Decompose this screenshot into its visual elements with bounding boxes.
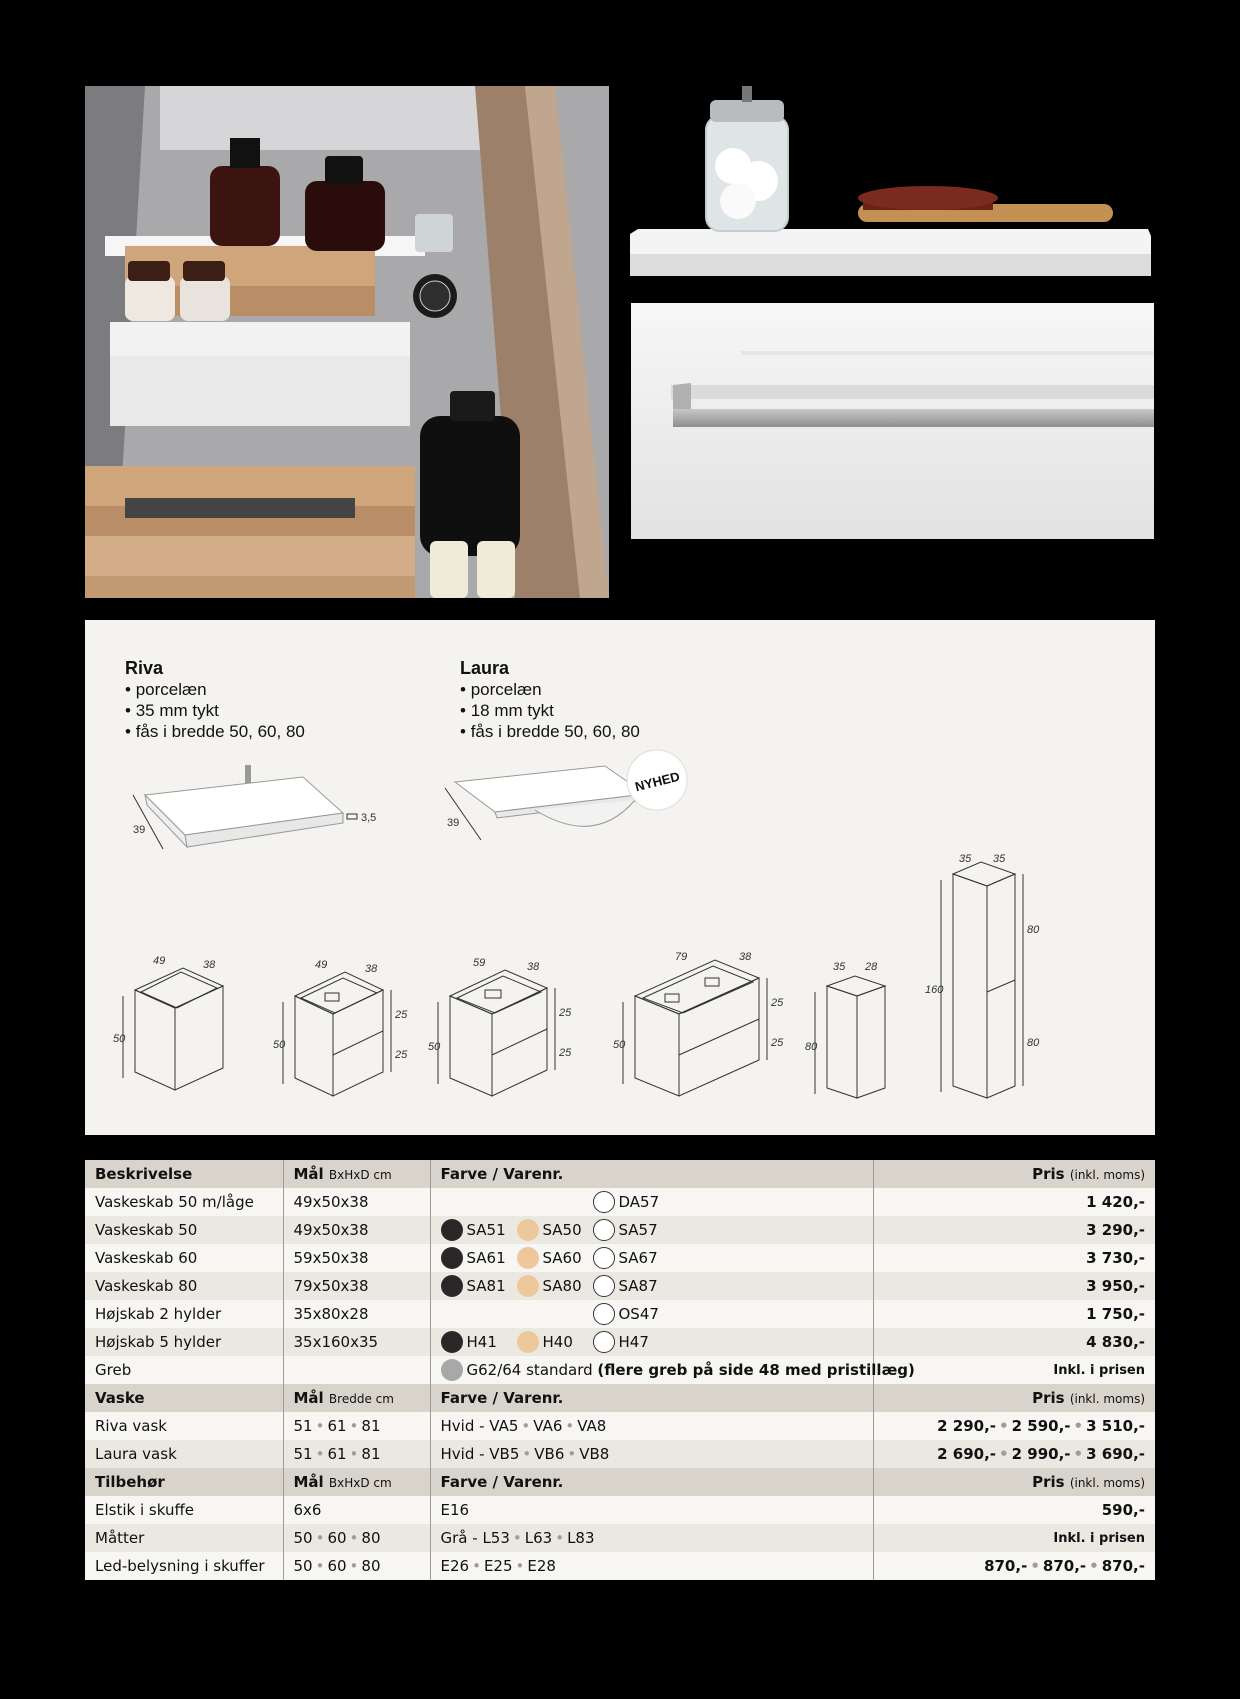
row-size <box>283 1412 430 1440</box>
cab6-depth: 35 <box>993 853 1006 865</box>
row-price <box>873 1552 1155 1580</box>
laura-sink-drawing <box>445 752 705 867</box>
variant-code: SA61 <box>466 1249 506 1267</box>
row-size <box>283 1524 430 1552</box>
price-part: 2 990,- <box>1011 1445 1071 1463</box>
laura-title: Laura <box>460 658 510 678</box>
riva-spec-item: • fås i bredde 50, 60, 80 <box>125 721 305 742</box>
cab3-width: 59 <box>473 957 486 969</box>
separator-dot: • <box>315 1445 325 1463</box>
drawer-interior-photo <box>85 86 609 598</box>
size-part: 60 <box>327 1557 347 1575</box>
size-part: 61 <box>327 1445 347 1463</box>
row-color <box>430 1412 873 1440</box>
variant-code: H41 <box>466 1333 497 1351</box>
header-description: Vaske <box>85 1384 283 1412</box>
variant-prefix: Hvid - <box>440 1417 490 1435</box>
row-description: Vaskeskab 80 <box>85 1272 283 1300</box>
swatch-slot <box>593 1247 669 1269</box>
row-description: Måtter <box>85 1524 283 1552</box>
grip-swatch-icon <box>441 1359 463 1381</box>
cab6-lower: 80 <box>1027 1037 1040 1049</box>
variant-part: VB6 <box>534 1445 565 1463</box>
white-swatch-icon <box>593 1303 615 1325</box>
header-size-unit: BxHxD cm <box>328 1168 392 1182</box>
drawer-handle-photo <box>631 303 1154 539</box>
size-part: 80 <box>361 1557 381 1575</box>
variant-part: VA5 <box>489 1417 519 1435</box>
row-size <box>283 1356 430 1384</box>
price-part: 3 690,- <box>1086 1445 1145 1463</box>
separator-dot: • <box>349 1557 359 1575</box>
separator-dot: • <box>349 1417 359 1435</box>
size-part: 81 <box>361 1417 381 1435</box>
separator-dot: • <box>315 1417 325 1435</box>
oak-swatch-icon <box>517 1247 539 1269</box>
row-price: 1 420,- <box>873 1188 1155 1216</box>
cab3-drawer-b: 25 <box>559 1047 572 1059</box>
row-price: 3 730,- <box>873 1244 1155 1272</box>
row-price: Inkl. i prisen <box>873 1356 1155 1384</box>
row-description: Vaskeskab 50 m/låge <box>85 1188 283 1216</box>
swatch-slot <box>593 1303 669 1325</box>
header-price <box>873 1160 1155 1188</box>
riva-spec-list <box>125 679 305 742</box>
row-description: Greb <box>85 1356 283 1384</box>
header-color: Farve / Varenr. <box>430 1384 873 1412</box>
row-price: 1 750,- <box>873 1300 1155 1328</box>
row-price: Inkl. i prisen <box>873 1524 1155 1552</box>
cab2-depth: 38 <box>365 963 378 975</box>
row-description: Riva vask <box>85 1412 283 1440</box>
row-size: 49x50x38 <box>283 1216 430 1244</box>
size-part: 51 <box>293 1445 313 1463</box>
table-row <box>85 1524 1155 1552</box>
table-row <box>85 1300 1155 1328</box>
row-size: 35x80x28 <box>283 1300 430 1328</box>
swatch-slot <box>517 1331 593 1353</box>
variant-part: VA8 <box>577 1417 607 1435</box>
variant-part: L63 <box>524 1529 553 1547</box>
price-part: 870,- <box>1042 1557 1087 1575</box>
separator-dot: • <box>999 1417 1009 1435</box>
separator-dot: • <box>515 1557 525 1575</box>
laura-spec-item: • 18 mm tykt <box>460 700 640 721</box>
row-price: 3 290,- <box>873 1216 1155 1244</box>
oak-swatch-icon <box>517 1275 539 1297</box>
row-price <box>873 1440 1155 1468</box>
separator-dot: • <box>567 1445 577 1463</box>
header-description: Tilbehør <box>85 1468 283 1496</box>
oak-swatch-icon <box>517 1331 539 1353</box>
cab1-width: 49 <box>153 955 166 967</box>
separator-dot: • <box>521 1417 531 1435</box>
cab2-drawer-b: 25 <box>395 1049 408 1061</box>
header-price-note: (inkl. moms) <box>1069 1392 1145 1406</box>
separator-dot: • <box>512 1529 522 1547</box>
separator-dot: • <box>1073 1417 1084 1435</box>
row-color <box>430 1216 873 1244</box>
table-row <box>85 1356 1155 1384</box>
header-size <box>283 1468 430 1496</box>
table-row <box>85 1188 1155 1216</box>
variant-part: E25 <box>483 1557 513 1575</box>
header-price-note: (inkl. moms) <box>1069 1476 1145 1490</box>
cab3-depth: 38 <box>527 961 540 973</box>
header-price <box>873 1384 1155 1412</box>
row-color <box>430 1524 873 1552</box>
variant-code: SA81 <box>466 1277 506 1295</box>
laura-spec-item: • fås i bredde 50, 60, 80 <box>460 721 640 742</box>
variant-part: VB8 <box>579 1445 610 1463</box>
nyhed-badge: NYHED <box>633 768 682 795</box>
cab1-depth: 38 <box>203 959 216 971</box>
variant-code: H40 <box>542 1333 573 1351</box>
price-table <box>85 1160 1155 1580</box>
cab5-width: 35 <box>833 961 846 973</box>
shelf-illustration <box>628 86 1153 286</box>
header-description: Beskrivelse <box>85 1160 283 1188</box>
table-row <box>85 1328 1155 1356</box>
riva-thickness-label: 3,5 <box>361 812 377 824</box>
cab1-height: 50 <box>113 1033 126 1045</box>
variant-prefix: Hvid - <box>440 1445 490 1463</box>
white-swatch-icon <box>593 1219 615 1241</box>
separator-dot: • <box>349 1529 359 1547</box>
variant-code: SA51 <box>466 1221 506 1239</box>
row-description: Elstik i skuffe <box>85 1496 283 1524</box>
separator-dot: • <box>1073 1445 1084 1463</box>
variant-code: SA87 <box>618 1277 658 1295</box>
row-size: 49x50x38 <box>283 1188 430 1216</box>
swatch-slot <box>517 1247 593 1269</box>
header-price-note: (inkl. moms) <box>1069 1168 1145 1182</box>
header-price-label: Pris <box>1032 1165 1070 1183</box>
variant-code: SA60 <box>542 1249 582 1267</box>
size-part: 60 <box>327 1529 347 1547</box>
cab4-drawer-b: 25 <box>771 1037 784 1049</box>
cab4-depth: 38 <box>739 951 752 963</box>
row-size: 79x50x38 <box>283 1272 430 1300</box>
separator-dot: • <box>472 1557 481 1575</box>
drawer-handle-illustration <box>631 303 1154 539</box>
header-price-label: Pris <box>1032 1389 1070 1407</box>
white-swatch-icon <box>593 1247 615 1269</box>
riva-title: Riva <box>125 658 164 678</box>
row-color <box>430 1244 873 1272</box>
riva-spec-item: • 35 mm tykt <box>125 700 305 721</box>
header-size-label: Mål <box>293 1389 329 1407</box>
row-price: 3 950,- <box>873 1272 1155 1300</box>
variant-part: VA6 <box>533 1417 563 1435</box>
separator-dot: • <box>565 1417 575 1435</box>
row-price: 4 830,- <box>873 1328 1155 1356</box>
shelf-photo <box>628 86 1153 286</box>
swatch-slot <box>593 1331 669 1353</box>
cab4-width: 79 <box>675 951 688 963</box>
variant-code: SA57 <box>618 1221 658 1239</box>
variant-code: SA80 <box>542 1277 582 1295</box>
swatch-slot <box>441 1275 517 1297</box>
header-size <box>283 1160 430 1188</box>
cab6-height: 160 <box>925 984 944 996</box>
header-color: Farve / Varenr. <box>430 1468 873 1496</box>
swatch-slot <box>517 1219 593 1241</box>
table-header-row <box>85 1160 1155 1188</box>
row-color <box>430 1328 873 1356</box>
separator-dot: • <box>555 1529 565 1547</box>
cab6-width: 35 <box>959 853 972 865</box>
variant-prefix: Grå - <box>440 1529 483 1547</box>
drawer-interior-illustration <box>85 86 609 598</box>
header-size-unit: BxHxD cm <box>328 1476 392 1490</box>
cab4-height: 50 <box>613 1039 626 1051</box>
riva-depth-label: 39 <box>133 824 146 836</box>
cabinet-drawings <box>113 853 1145 1128</box>
size-part: 50 <box>293 1529 313 1547</box>
header-size <box>283 1384 430 1412</box>
row-color <box>430 1300 873 1328</box>
cab5-depth: 28 <box>865 961 878 973</box>
laura-spec <box>460 658 640 742</box>
size-part: 50 <box>293 1557 313 1575</box>
row-description: Laura vask <box>85 1440 283 1468</box>
swatch-slot <box>593 1219 669 1241</box>
variant-part: E28 <box>527 1557 556 1575</box>
table-header-row <box>85 1384 1155 1412</box>
size-part: 61 <box>327 1417 347 1435</box>
row-description: Højskab 2 hylder <box>85 1300 283 1328</box>
separator-dot: • <box>315 1557 325 1575</box>
riva-spec-item: • porcelæn <box>125 679 305 700</box>
row-description: Led-belysning i skuffer <box>85 1552 283 1580</box>
separator-dot: • <box>349 1445 359 1463</box>
cab3-height: 50 <box>428 1041 441 1053</box>
separator-dot: • <box>999 1445 1009 1463</box>
swatch-slot <box>517 1275 593 1297</box>
variant-part: L53 <box>482 1529 510 1547</box>
separator-dot: • <box>1089 1557 1099 1575</box>
variant-code: OS47 <box>618 1305 659 1323</box>
size-part: 81 <box>361 1445 381 1463</box>
separator-dot: • <box>315 1529 325 1547</box>
swatch-slot <box>441 1247 517 1269</box>
dark-swatch-icon <box>441 1219 463 1241</box>
table-row <box>85 1440 1155 1468</box>
price-part: 870,- <box>984 1557 1028 1575</box>
header-color: Farve / Varenr. <box>430 1160 873 1188</box>
variant-part: VB5 <box>489 1445 520 1463</box>
variant-part: L83 <box>567 1529 595 1547</box>
row-color <box>430 1356 915 1384</box>
table-row <box>85 1272 1155 1300</box>
price-part: 3 510,- <box>1086 1417 1145 1435</box>
header-price <box>873 1468 1155 1496</box>
row-size <box>283 1552 430 1580</box>
row-color: E16 <box>430 1496 873 1524</box>
row-size: 35x160x35 <box>283 1328 430 1356</box>
row-color <box>430 1272 873 1300</box>
dark-swatch-icon <box>441 1275 463 1297</box>
table-row <box>85 1244 1155 1272</box>
laura-spec-item: • porcelæn <box>460 679 640 700</box>
table-row <box>85 1552 1155 1580</box>
dark-swatch-icon <box>441 1331 463 1353</box>
header-size-label: Mål <box>293 1473 329 1491</box>
grip-text: G62/64 standard <box>466 1361 598 1379</box>
separator-dot: • <box>1030 1557 1040 1575</box>
laura-depth-label: 39 <box>447 817 460 829</box>
price-part: 870,- <box>1101 1557 1145 1575</box>
product-spec-panel <box>85 620 1155 1135</box>
row-size <box>283 1440 430 1468</box>
table-row <box>85 1412 1155 1440</box>
size-part: 80 <box>361 1529 381 1547</box>
swatch-slot <box>593 1191 669 1213</box>
cab5-height: 80 <box>805 1041 818 1053</box>
header-price-label: Pris <box>1032 1473 1070 1491</box>
price-part: 2 690,- <box>937 1445 996 1463</box>
table-header-row <box>85 1468 1155 1496</box>
variant-code: DA57 <box>618 1193 660 1211</box>
header-size-unit: Bredde cm <box>328 1392 394 1406</box>
riva-sink-drawing <box>125 765 405 875</box>
variant-code: SA50 <box>542 1221 582 1239</box>
riva-spec <box>125 658 305 742</box>
variant-code: SA67 <box>618 1249 658 1267</box>
swatch-slot <box>441 1219 517 1241</box>
price-part: 2 290,- <box>937 1417 996 1435</box>
row-color <box>430 1188 873 1216</box>
white-swatch-icon <box>593 1191 615 1213</box>
row-color <box>430 1440 873 1468</box>
table-row <box>85 1496 1155 1524</box>
table-row <box>85 1216 1155 1244</box>
row-price <box>873 1412 1155 1440</box>
row-price: 590,- <box>873 1496 1155 1524</box>
swatch-slot <box>593 1275 669 1297</box>
laura-spec-list <box>460 679 640 742</box>
oak-swatch-icon <box>517 1219 539 1241</box>
row-size: 6x6 <box>283 1496 430 1524</box>
separator-dot: • <box>522 1445 532 1463</box>
cab3-drawer-a: 25 <box>559 1007 572 1019</box>
variant-part: E26 <box>440 1557 470 1575</box>
header-size-label: Mål <box>293 1165 329 1183</box>
white-swatch-icon <box>593 1331 615 1353</box>
cab2-height: 50 <box>273 1039 286 1051</box>
cab4-drawer-a: 25 <box>771 997 784 1009</box>
cab6-upper: 80 <box>1027 924 1040 936</box>
row-description: Højskab 5 hylder <box>85 1328 283 1356</box>
row-description: Vaskeskab 50 <box>85 1216 283 1244</box>
cab2-drawer-a: 25 <box>395 1009 408 1021</box>
variant-code: H47 <box>618 1333 649 1351</box>
row-size: 59x50x38 <box>283 1244 430 1272</box>
grip-note: (flere greb på side 48 med pristillæg) <box>597 1361 915 1379</box>
cab2-width: 49 <box>315 959 328 971</box>
price-part: 2 590,- <box>1011 1417 1071 1435</box>
row-color <box>430 1552 873 1580</box>
swatch-slot <box>441 1331 517 1353</box>
white-swatch-icon <box>593 1275 615 1297</box>
row-description: Vaskeskab 60 <box>85 1244 283 1272</box>
dark-swatch-icon <box>441 1247 463 1269</box>
size-part: 51 <box>293 1417 313 1435</box>
price-table-body <box>85 1160 1155 1580</box>
